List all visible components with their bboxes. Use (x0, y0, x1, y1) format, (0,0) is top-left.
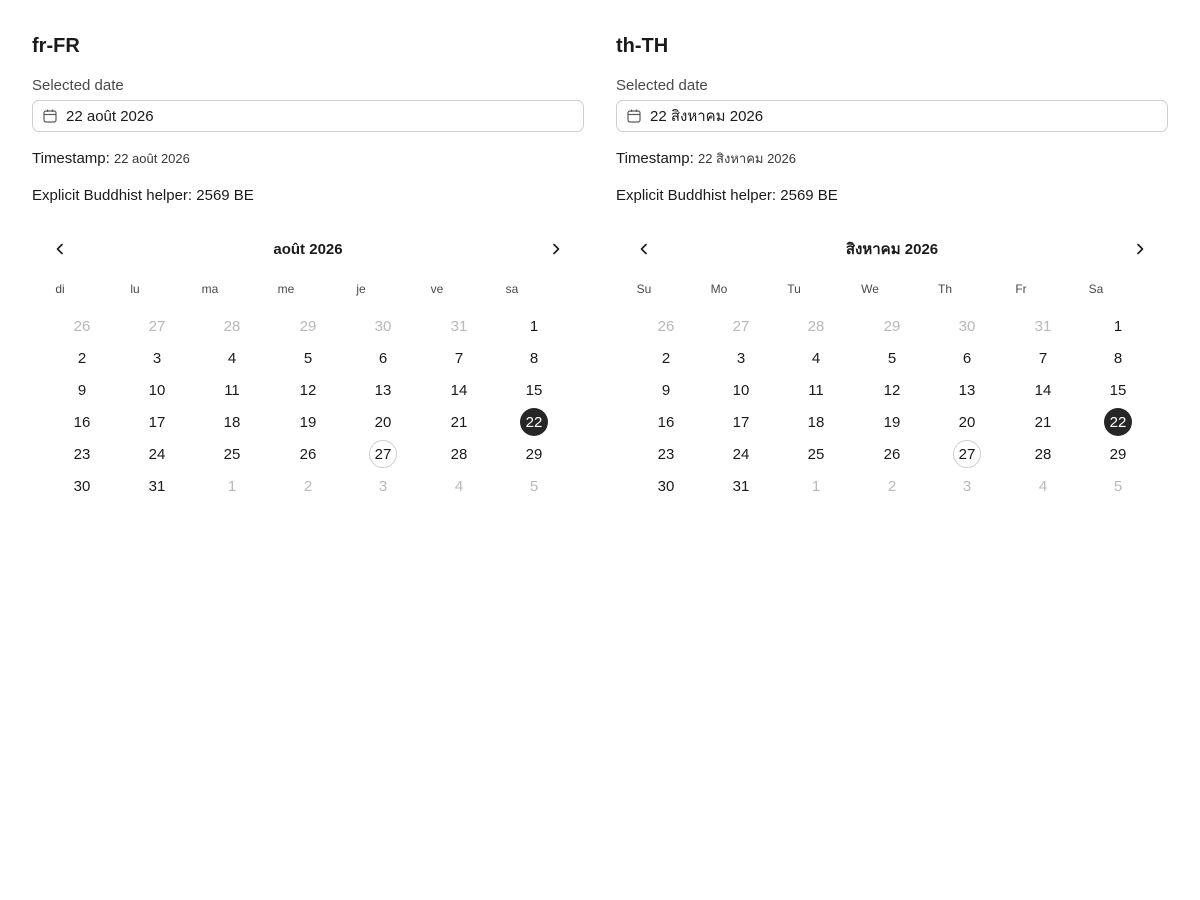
locale-title: fr-FR (32, 35, 80, 57)
weekday-label: We (861, 282, 879, 296)
date-input[interactable] (616, 100, 1168, 132)
selected-date-label: Selected date (616, 77, 708, 94)
day-cell-outside[interactable]: 26 (73, 317, 91, 335)
weekday-label: lu (130, 282, 140, 296)
day-cell-outside[interactable]: 3 (378, 477, 388, 495)
next-month-button[interactable] (544, 237, 568, 261)
day-cell[interactable]: 11 (224, 381, 240, 399)
day-cell-outside[interactable]: 26 (657, 317, 675, 335)
day-cell-outside[interactable]: 27 (732, 317, 750, 335)
day-cell[interactable]: 2 (661, 349, 671, 367)
day-cell[interactable]: 15 (525, 381, 543, 399)
day-cell[interactable]: 30 (73, 477, 91, 495)
calendar-icon (42, 108, 58, 124)
day-cell[interactable]: 8 (529, 349, 539, 367)
date-input[interactable] (32, 100, 584, 132)
day-cell-today[interactable]: 27 (369, 440, 397, 468)
day-cell-outside[interactable]: 2 (887, 477, 897, 495)
day-cell[interactable]: 31 (732, 477, 750, 495)
day-cell-today[interactable]: 27 (953, 440, 981, 468)
day-cell[interactable]: 10 (732, 381, 750, 399)
day-cell-outside[interactable]: 29 (883, 317, 901, 335)
weekday-label: Fr (1015, 282, 1027, 296)
day-cell[interactable]: 12 (299, 381, 317, 399)
day-cell[interactable]: 20 (958, 413, 976, 431)
timestamp-value: 22 สิงหาคม 2026 (697, 151, 796, 166)
day-cell[interactable]: 4 (811, 349, 821, 367)
selected-date-label: Selected date (32, 77, 124, 94)
buddhist-helper: Explicit Buddhist helper: 2569 BE (32, 187, 254, 204)
day-cell[interactable]: 24 (732, 445, 750, 463)
calendar-icon (626, 108, 642, 124)
day-cell[interactable]: 6 (378, 349, 388, 367)
timestamp-value: 22 août 2026 (113, 151, 190, 166)
day-cell-outside[interactable]: 28 (223, 317, 241, 335)
day-cell-outside[interactable]: 27 (148, 317, 166, 335)
day-cell[interactable]: 16 (73, 413, 91, 431)
day-cell-outside[interactable]: 1 (811, 477, 821, 495)
day-cell-outside[interactable]: 3 (962, 477, 972, 495)
day-cell[interactable]: 29 (1109, 445, 1127, 463)
day-cell[interactable]: 7 (454, 349, 464, 367)
weekday-label: Mo (710, 282, 728, 296)
day-cell-selected[interactable]: 22 (1104, 408, 1132, 436)
chevron-right-icon (1133, 242, 1147, 256)
day-cell[interactable]: 23 (657, 445, 675, 463)
day-cell-outside[interactable]: 28 (807, 317, 825, 335)
day-cell-outside[interactable]: 30 (374, 317, 392, 335)
next-month-button[interactable] (1128, 237, 1152, 261)
day-cell-outside[interactable]: 5 (1113, 477, 1123, 495)
day-cell-selected[interactable]: 22 (520, 408, 548, 436)
day-cell[interactable]: 18 (223, 413, 241, 431)
day-cell[interactable]: 5 (887, 349, 897, 367)
day-cell[interactable]: 14 (1034, 381, 1052, 399)
timestamp-label: Timestamp: (616, 150, 694, 167)
day-cell[interactable]: 17 (732, 413, 750, 431)
day-cell[interactable]: 11 (808, 381, 824, 399)
day-cell[interactable]: 2 (77, 349, 87, 367)
weekday-label: Su (636, 282, 652, 296)
day-cell[interactable]: 12 (883, 381, 901, 399)
day-cell[interactable]: 26 (883, 445, 901, 463)
day-cell-outside[interactable]: 30 (958, 317, 976, 335)
day-cell-outside[interactable]: 1 (227, 477, 237, 495)
timestamp-line (32, 150, 190, 168)
weekday-label: je (356, 282, 366, 296)
weekday-label: sa (505, 282, 519, 296)
month-label: août 2026 (273, 241, 343, 258)
day-cell[interactable]: 5 (303, 349, 313, 367)
month-label: สิงหาคม 2026 (845, 241, 939, 258)
day-cell[interactable]: 24 (148, 445, 166, 463)
day-cell[interactable]: 21 (450, 413, 468, 431)
day-cell[interactable]: 19 (299, 413, 317, 431)
day-cell[interactable]: 18 (807, 413, 825, 431)
day-cell[interactable]: 25 (807, 445, 825, 463)
chevron-right-icon (549, 242, 563, 256)
day-cell[interactable]: 29 (525, 445, 543, 463)
day-cell[interactable]: 14 (450, 381, 468, 399)
day-cell[interactable]: 26 (299, 445, 317, 463)
weekday-label: Sa (1088, 282, 1104, 296)
day-cell[interactable]: 9 (661, 381, 671, 399)
timestamp-label: Timestamp: (32, 150, 110, 167)
locale-title: th-TH (616, 35, 669, 57)
weekday-label: Tu (787, 282, 801, 296)
date-input-value: 22 สิงหาคม 2026 (650, 108, 764, 125)
day-cell-outside[interactable]: 2 (303, 477, 313, 495)
timestamp-line (616, 150, 796, 168)
day-cell[interactable]: 15 (1109, 381, 1127, 399)
buddhist-helper: Explicit Buddhist helper: 2569 BE (616, 187, 838, 204)
day-cell-outside[interactable]: 4 (1038, 477, 1048, 495)
date-input-value: 22 août 2026 (66, 107, 154, 125)
day-cell[interactable]: 3 (736, 349, 746, 367)
day-cell[interactable]: 10 (148, 381, 166, 399)
day-cell[interactable]: 6 (962, 349, 972, 367)
day-cell[interactable]: 28 (450, 445, 468, 463)
day-cell[interactable]: 9 (77, 381, 87, 399)
day-cell[interactable]: 19 (883, 413, 901, 431)
day-cell[interactable]: 3 (152, 349, 162, 367)
day-cell[interactable]: 25 (223, 445, 241, 463)
day-cell-outside[interactable]: 29 (299, 317, 317, 335)
day-cell[interactable]: 31 (148, 477, 166, 495)
weekday-label: me (277, 282, 295, 296)
day-cell-outside[interactable]: 31 (450, 317, 468, 335)
day-cell[interactable]: 4 (227, 349, 237, 367)
day-cell[interactable]: 8 (1113, 349, 1123, 367)
day-cell[interactable]: 17 (148, 413, 166, 431)
day-cell[interactable]: 23 (73, 445, 91, 463)
weekday-label: Th (937, 282, 952, 296)
weekday-label: ve (430, 282, 444, 296)
day-cell[interactable]: 28 (1034, 445, 1052, 463)
day-cell[interactable]: 16 (657, 413, 675, 431)
day-cell[interactable]: 1 (529, 317, 539, 335)
day-cell[interactable]: 20 (374, 413, 392, 431)
day-cell[interactable]: 7 (1038, 349, 1048, 367)
weekday-label: di (55, 282, 65, 296)
day-cell-outside[interactable]: 5 (529, 477, 539, 495)
day-cell-outside[interactable]: 31 (1034, 317, 1052, 335)
weekday-label: ma (201, 282, 219, 296)
day-cell[interactable]: 13 (958, 381, 976, 399)
day-cell[interactable]: 21 (1034, 413, 1052, 431)
day-cell[interactable]: 30 (657, 477, 675, 495)
day-cell[interactable]: 1 (1113, 317, 1123, 335)
day-cell[interactable]: 13 (374, 381, 392, 399)
day-cell-outside[interactable]: 4 (454, 477, 464, 495)
